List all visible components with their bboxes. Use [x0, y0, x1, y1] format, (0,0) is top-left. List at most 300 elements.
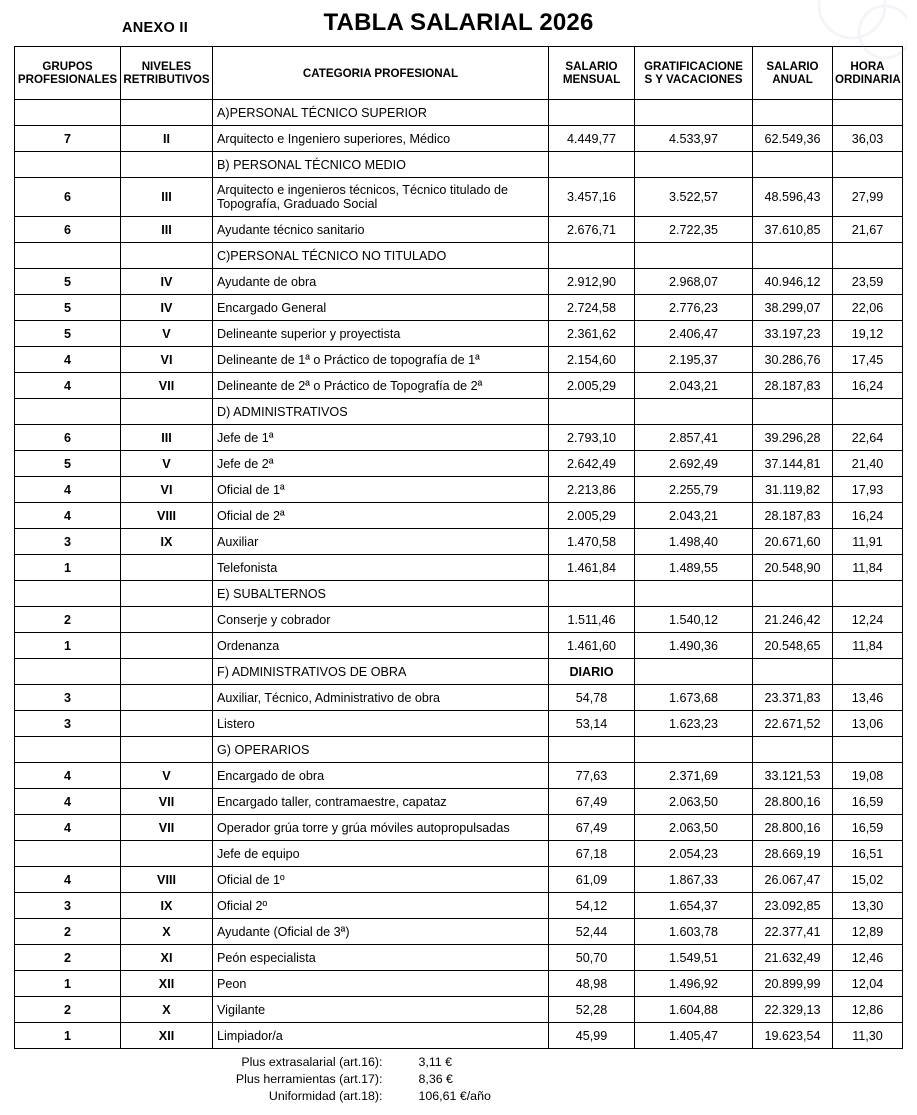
- cell-salario-anual: [753, 399, 833, 425]
- cell-salario-anual: 39.296,28: [753, 425, 833, 451]
- table-row: [15, 152, 903, 178]
- table-row: [15, 399, 903, 425]
- salary-table: [14, 46, 903, 1049]
- cell-hora-ordinaria: 17,93: [833, 477, 903, 503]
- cell-categoria: C)PERSONAL TÉCNICO NO TITULADO: [213, 243, 549, 269]
- cell-hora-ordinaria: [833, 399, 903, 425]
- cell-nivel: [121, 555, 213, 581]
- cell-categoria: Jefe de 2ª: [213, 451, 549, 477]
- cell-salario-mensual: 2.213,86: [549, 477, 635, 503]
- cell-salario-mensual: 52,28: [549, 997, 635, 1023]
- cell-hora-ordinaria: 11,84: [833, 633, 903, 659]
- cell-salario-anual: 31.119,82: [753, 477, 833, 503]
- cell-salario-anual: 28.800,16: [753, 789, 833, 815]
- cell-hora-ordinaria: 12,04: [833, 971, 903, 997]
- column-header-niveles: NIVELES RETRIBUTIVOS: [121, 47, 213, 100]
- table-row: [15, 477, 903, 503]
- annex-label: ANEXO II: [122, 20, 189, 36]
- cell-gratificaciones: 1.604,88: [635, 997, 753, 1023]
- cell-grupo: 2: [15, 997, 121, 1023]
- cell-categoria: Auxiliar, Técnico, Administrativo de obra: [213, 685, 549, 711]
- cell-categoria: Oficial de 2ª: [213, 503, 549, 529]
- cell-gratificaciones: 2.043,21: [635, 373, 753, 399]
- cell-hora-ordinaria: 15,02: [833, 867, 903, 893]
- table-row: [15, 269, 903, 295]
- table-row: [15, 763, 903, 789]
- table-row: [15, 633, 903, 659]
- cell-nivel: VI: [121, 477, 213, 503]
- cell-nivel: [121, 633, 213, 659]
- cell-grupo: 4: [15, 503, 121, 529]
- table-header-row: [15, 47, 903, 100]
- cell-hora-ordinaria: 22,64: [833, 425, 903, 451]
- table-row: [15, 347, 903, 373]
- cell-nivel: [121, 607, 213, 633]
- cell-gratificaciones: 2.054,23: [635, 841, 753, 867]
- cell-hora-ordinaria: 16,59: [833, 815, 903, 841]
- cell-categoria: F) ADMINISTRATIVOS DE OBRA: [213, 659, 549, 685]
- cell-nivel: IV: [121, 295, 213, 321]
- cell-salario-mensual: 54,78: [549, 685, 635, 711]
- cell-nivel: [121, 841, 213, 867]
- cell-categoria: Encargado de obra: [213, 763, 549, 789]
- footnote-value: 8,36 €: [418, 1072, 453, 1086]
- cell-grupo: 6: [15, 217, 121, 243]
- cell-gratificaciones: [635, 243, 753, 269]
- cell-hora-ordinaria: [833, 581, 903, 607]
- cell-nivel: III: [121, 178, 213, 217]
- cell-salario-mensual: [549, 100, 635, 126]
- cell-categoria: Ayudante técnico sanitario: [213, 217, 549, 243]
- cell-salario-mensual: 48,98: [549, 971, 635, 997]
- cell-salario-mensual: 45,99: [549, 1023, 635, 1049]
- table-row: [15, 893, 903, 919]
- cell-salario-anual: 28.800,16: [753, 815, 833, 841]
- cell-categoria: Conserje y cobrador: [213, 607, 549, 633]
- cell-hora-ordinaria: 13,46: [833, 685, 903, 711]
- cell-categoria: Oficial 2º: [213, 893, 549, 919]
- table-row: [15, 841, 903, 867]
- cell-categoria: Delineante de 1ª o Práctico de topografía de 1ª: [213, 347, 549, 373]
- table-row: [15, 295, 903, 321]
- cell-gratificaciones: 2.692,49: [635, 451, 753, 477]
- cell-salario-mensual: 2.361,62: [549, 321, 635, 347]
- cell-grupo: 1: [15, 1023, 121, 1049]
- cell-salario-mensual: 2.724,58: [549, 295, 635, 321]
- cell-salario-mensual: 2.005,29: [549, 373, 635, 399]
- cell-salario-mensual: 2.912,90: [549, 269, 635, 295]
- cell-gratificaciones: 2.255,79: [635, 477, 753, 503]
- cell-gratificaciones: 2.195,37: [635, 347, 753, 373]
- cell-gratificaciones: [635, 659, 753, 685]
- cell-hora-ordinaria: [833, 152, 903, 178]
- table-row: [15, 100, 903, 126]
- cell-gratificaciones: 1.490,36: [635, 633, 753, 659]
- cell-salario-anual: 26.067,47: [753, 867, 833, 893]
- cell-salario-anual: 38.299,07: [753, 295, 833, 321]
- cell-categoria: Arquitecto e ingenieros técnicos, Técnico titulado de Topografía, Graduado Social: [213, 178, 549, 217]
- cell-salario-anual: 20.899,99: [753, 971, 833, 997]
- cell-salario-anual: [753, 737, 833, 763]
- cell-grupo: 5: [15, 451, 121, 477]
- cell-grupo: 4: [15, 477, 121, 503]
- cell-grupo: 2: [15, 607, 121, 633]
- table-row: [15, 373, 903, 399]
- cell-gratificaciones: 2.968,07: [635, 269, 753, 295]
- cell-gratificaciones: 3.522,57: [635, 178, 753, 217]
- cell-gratificaciones: 2.063,50: [635, 815, 753, 841]
- cell-nivel: IX: [121, 893, 213, 919]
- table-row: [15, 243, 903, 269]
- cell-salario-anual: 33.121,53: [753, 763, 833, 789]
- cell-grupo: [15, 841, 121, 867]
- cell-gratificaciones: [635, 581, 753, 607]
- table-row: [15, 425, 903, 451]
- cell-nivel: II: [121, 126, 213, 152]
- cell-grupo: [15, 100, 121, 126]
- cell-salario-anual: [753, 100, 833, 126]
- column-header-categoria: CATEGORIA PROFESIONAL: [213, 47, 549, 100]
- cell-grupo: [15, 152, 121, 178]
- cell-categoria: Encargado taller, contramaestre, capataz: [213, 789, 549, 815]
- table-row: [15, 815, 903, 841]
- table-row: [15, 529, 903, 555]
- cell-gratificaciones: 1.496,92: [635, 971, 753, 997]
- cell-categoria: Delineante superior y proyectista: [213, 321, 549, 347]
- cell-salario-mensual: 2.005,29: [549, 503, 635, 529]
- table-row: [15, 126, 903, 152]
- cell-gratificaciones: 2.857,41: [635, 425, 753, 451]
- cell-nivel: XII: [121, 1023, 213, 1049]
- cell-salario-mensual: 2.154,60: [549, 347, 635, 373]
- cell-salario-anual: 30.286,76: [753, 347, 833, 373]
- cell-gratificaciones: [635, 152, 753, 178]
- cell-grupo: 4: [15, 763, 121, 789]
- cell-salario-anual: [753, 659, 833, 685]
- cell-gratificaciones: 2.043,21: [635, 503, 753, 529]
- cell-categoria: Peon: [213, 971, 549, 997]
- cell-salario-mensual: 53,14: [549, 711, 635, 737]
- cell-grupo: [15, 581, 121, 607]
- cell-grupo: [15, 243, 121, 269]
- table-row: [15, 659, 903, 685]
- cell-salario-mensual: 77,63: [549, 763, 635, 789]
- cell-hora-ordinaria: 27,99: [833, 178, 903, 217]
- cell-categoria: Oficial de 1ª: [213, 477, 549, 503]
- cell-categoria: Operador grúa torre y grúa móviles autopropulsadas: [213, 815, 549, 841]
- cell-grupo: [15, 399, 121, 425]
- cell-grupo: 3: [15, 893, 121, 919]
- cell-hora-ordinaria: 21,40: [833, 451, 903, 477]
- cell-categoria: Auxiliar: [213, 529, 549, 555]
- cell-salario-anual: 33.197,23: [753, 321, 833, 347]
- cell-nivel: VIII: [121, 503, 213, 529]
- cell-salario-anual: 28.187,83: [753, 373, 833, 399]
- cell-gratificaciones: 1.623,23: [635, 711, 753, 737]
- cell-grupo: 4: [15, 347, 121, 373]
- cell-grupo: 3: [15, 711, 121, 737]
- cell-categoria: E) SUBALTERNOS: [213, 581, 549, 607]
- cell-categoria: Delineante de 2ª o Práctico de Topografía de 2ª: [213, 373, 549, 399]
- cell-salario-mensual: 67,49: [549, 789, 635, 815]
- cell-nivel: X: [121, 919, 213, 945]
- cell-hora-ordinaria: 23,59: [833, 269, 903, 295]
- cell-salario-mensual: 1.470,58: [549, 529, 635, 555]
- cell-categoria: Listero: [213, 711, 549, 737]
- cell-grupo: [15, 737, 121, 763]
- footnote-value: 3,11 €: [418, 1055, 453, 1069]
- cell-gratificaciones: 2.722,35: [635, 217, 753, 243]
- cell-hora-ordinaria: 16,24: [833, 373, 903, 399]
- cell-salario-anual: 62.549,36: [753, 126, 833, 152]
- cell-salario-anual: [753, 581, 833, 607]
- cell-hora-ordinaria: 19,12: [833, 321, 903, 347]
- cell-gratificaciones: 4.533,97: [635, 126, 753, 152]
- cell-nivel: III: [121, 425, 213, 451]
- cell-nivel: VIII: [121, 867, 213, 893]
- table-row: [15, 685, 903, 711]
- cell-nivel: [121, 152, 213, 178]
- cell-gratificaciones: [635, 399, 753, 425]
- cell-hora-ordinaria: [833, 100, 903, 126]
- cell-salario-anual: [753, 243, 833, 269]
- cell-hora-ordinaria: 36,03: [833, 126, 903, 152]
- table-row: [15, 217, 903, 243]
- cell-gratificaciones: 1.498,40: [635, 529, 753, 555]
- cell-salario-mensual: 1.461,84: [549, 555, 635, 581]
- cell-categoria: Vigilante: [213, 997, 549, 1023]
- cell-gratificaciones: 2.063,50: [635, 789, 753, 815]
- cell-grupo: 4: [15, 789, 121, 815]
- table-row: [15, 581, 903, 607]
- table-row: [15, 1023, 903, 1049]
- cell-salario-mensual: 2.793,10: [549, 425, 635, 451]
- cell-categoria: Jefe de equipo: [213, 841, 549, 867]
- cell-nivel: [121, 685, 213, 711]
- cell-salario-anual: 37.610,85: [753, 217, 833, 243]
- cell-salario-anual: 48.596,43: [753, 178, 833, 217]
- cell-categoria: Encargado General: [213, 295, 549, 321]
- cell-nivel: VII: [121, 815, 213, 841]
- cell-nivel: V: [121, 451, 213, 477]
- footnotes: [15, 1055, 903, 1115]
- cell-hora-ordinaria: 22,06: [833, 295, 903, 321]
- cell-gratificaciones: 2.776,23: [635, 295, 753, 321]
- cell-salario-anual: [753, 152, 833, 178]
- cell-grupo: 5: [15, 269, 121, 295]
- cell-salario-mensual: 52,44: [549, 919, 635, 945]
- cell-hora-ordinaria: 17,45: [833, 347, 903, 373]
- cell-salario-anual: 23.092,85: [753, 893, 833, 919]
- cell-salario-mensual: 61,09: [549, 867, 635, 893]
- cell-grupo: 1: [15, 971, 121, 997]
- cell-salario-mensual: 50,70: [549, 945, 635, 971]
- cell-hora-ordinaria: [833, 243, 903, 269]
- cell-nivel: III: [121, 217, 213, 243]
- cell-salario-anual: 20.671,60: [753, 529, 833, 555]
- cell-categoria: Jefe de 1ª: [213, 425, 549, 451]
- table-row: [15, 711, 903, 737]
- cell-categoria: Limpiador/a: [213, 1023, 549, 1049]
- cell-gratificaciones: 2.371,69: [635, 763, 753, 789]
- cell-grupo: 4: [15, 815, 121, 841]
- cell-salario-anual: 37.144,81: [753, 451, 833, 477]
- cell-nivel: VII: [121, 373, 213, 399]
- table-row: [15, 789, 903, 815]
- cell-grupo: 4: [15, 373, 121, 399]
- cell-salario-mensual: [549, 399, 635, 425]
- cell-salario-mensual: 4.449,77: [549, 126, 635, 152]
- cell-salario-anual: 20.548,65: [753, 633, 833, 659]
- cell-salario-mensual: [549, 581, 635, 607]
- cell-gratificaciones: 1.489,55: [635, 555, 753, 581]
- cell-categoria: Arquitecto e Ingeniero superiores, Médico: [213, 126, 549, 152]
- cell-hora-ordinaria: 12,86: [833, 997, 903, 1023]
- cell-nivel: XII: [121, 971, 213, 997]
- cell-hora-ordinaria: 16,24: [833, 503, 903, 529]
- cell-nivel: [121, 711, 213, 737]
- cell-nivel: [121, 399, 213, 425]
- cell-salario-mensual: 1.511,46: [549, 607, 635, 633]
- cell-salario-mensual: [549, 737, 635, 763]
- footnote-value: 106,61 €/año: [418, 1089, 491, 1103]
- cell-hora-ordinaria: [833, 659, 903, 685]
- table-row: [15, 178, 903, 217]
- footnote-label: Uniformidad (art.18):: [268, 1089, 383, 1103]
- cell-salario-anual: 20.548,90: [753, 555, 833, 581]
- cell-salario-anual: 22.329,13: [753, 997, 833, 1023]
- cell-gratificaciones: [635, 737, 753, 763]
- table-row: [15, 945, 903, 971]
- cell-grupo: 5: [15, 321, 121, 347]
- cell-categoria: D) ADMINISTRATIVOS: [213, 399, 549, 425]
- cell-categoria: Telefonista: [213, 555, 549, 581]
- cell-gratificaciones: 1.654,37: [635, 893, 753, 919]
- table-row: [15, 867, 903, 893]
- cell-salario-anual: 40.946,12: [753, 269, 833, 295]
- cell-gratificaciones: [635, 100, 753, 126]
- column-header-grupos: GRUPOS PROFESIONALES: [15, 47, 121, 100]
- cell-nivel: IX: [121, 529, 213, 555]
- cell-salario-anual: 23.371,83: [753, 685, 833, 711]
- cell-categoria: Peón especialista: [213, 945, 549, 971]
- cell-hora-ordinaria: 13,30: [833, 893, 903, 919]
- cell-gratificaciones: 1.549,51: [635, 945, 753, 971]
- cell-grupo: 6: [15, 178, 121, 217]
- cell-salario-anual: 22.671,52: [753, 711, 833, 737]
- cell-nivel: [121, 659, 213, 685]
- cell-gratificaciones: 1.867,33: [635, 867, 753, 893]
- cell-grupo: 6: [15, 425, 121, 451]
- table-row: [15, 971, 903, 997]
- footnote-label: Plus extrasalarial (art.16):: [241, 1055, 383, 1069]
- cell-hora-ordinaria: 11,84: [833, 555, 903, 581]
- cell-hora-ordinaria: 19,08: [833, 763, 903, 789]
- cell-hora-ordinaria: 12,89: [833, 919, 903, 945]
- cell-categoria: Ayudante de obra: [213, 269, 549, 295]
- cell-grupo: 3: [15, 685, 121, 711]
- cell-salario-mensual: 54,12: [549, 893, 635, 919]
- cell-salario-anual: 22.377,41: [753, 919, 833, 945]
- cell-grupo: 2: [15, 945, 121, 971]
- cell-grupo: [15, 659, 121, 685]
- cell-nivel: XI: [121, 945, 213, 971]
- cell-nivel: IV: [121, 269, 213, 295]
- cell-categoria: A)PERSONAL TÉCNICO SUPERIOR: [213, 100, 549, 126]
- table-row: [15, 503, 903, 529]
- cell-salario-mensual: 2.676,71: [549, 217, 635, 243]
- page-title: TABLA SALARIAL 2026: [323, 9, 594, 36]
- cell-grupo: 5: [15, 295, 121, 321]
- cell-grupo: 1: [15, 555, 121, 581]
- cell-hora-ordinaria: 11,91: [833, 529, 903, 555]
- table-row: [15, 555, 903, 581]
- cell-salario-mensual: 3.457,16: [549, 178, 635, 217]
- cell-nivel: VI: [121, 347, 213, 373]
- cell-nivel: [121, 737, 213, 763]
- cell-nivel: [121, 100, 213, 126]
- cell-categoria: Oficial de 1º: [213, 867, 549, 893]
- table-row: [15, 997, 903, 1023]
- cell-hora-ordinaria: 21,67: [833, 217, 903, 243]
- cell-categoria: B) PERSONAL TÉCNICO MEDIO: [213, 152, 549, 178]
- cell-grupo: 7: [15, 126, 121, 152]
- cell-categoria: Ayudante (Oficial de 3ª): [213, 919, 549, 945]
- cell-salario-mensual: 1.461,60: [549, 633, 635, 659]
- cell-hora-ordinaria: 12,24: [833, 607, 903, 633]
- cell-salario-anual: 21.246,42: [753, 607, 833, 633]
- footnote-label: Plus herramientas (art.17):: [235, 1072, 383, 1086]
- cell-nivel: X: [121, 997, 213, 1023]
- document-header: [0, 0, 917, 46]
- cell-salario-mensual: [549, 243, 635, 269]
- cell-nivel: V: [121, 321, 213, 347]
- cell-salario-mensual: [549, 152, 635, 178]
- table-row: [15, 737, 903, 763]
- cell-gratificaciones: 1.603,78: [635, 919, 753, 945]
- cell-gratificaciones: 1.540,12: [635, 607, 753, 633]
- table-row: [15, 607, 903, 633]
- cell-nivel: V: [121, 763, 213, 789]
- cell-salario-mensual: DIARIO: [549, 659, 635, 685]
- cell-salario-mensual: 67,18: [549, 841, 635, 867]
- cell-hora-ordinaria: [833, 737, 903, 763]
- column-header-hora-ordinaria: HORA ORDINARIA: [833, 47, 903, 100]
- cell-salario-anual: 19.623,54: [753, 1023, 833, 1049]
- cell-gratificaciones: 1.673,68: [635, 685, 753, 711]
- table-row: [15, 919, 903, 945]
- table-row: [15, 451, 903, 477]
- cell-hora-ordinaria: 16,59: [833, 789, 903, 815]
- cell-gratificaciones: 2.406,47: [635, 321, 753, 347]
- cell-salario-anual: 28.669,19: [753, 841, 833, 867]
- table-row: [15, 321, 903, 347]
- cell-salario-mensual: 2.642,49: [549, 451, 635, 477]
- cell-grupo: 3: [15, 529, 121, 555]
- cell-categoria: Ordenanza: [213, 633, 549, 659]
- cell-nivel: [121, 243, 213, 269]
- column-header-gratificaciones: GRATIFICACIONE S Y VACACIONES: [635, 47, 753, 100]
- cell-hora-ordinaria: 13,06: [833, 711, 903, 737]
- cell-nivel: [121, 581, 213, 607]
- cell-grupo: 2: [15, 919, 121, 945]
- cell-nivel: VII: [121, 789, 213, 815]
- cell-salario-mensual: 67,49: [549, 815, 635, 841]
- table-body: [15, 100, 903, 1049]
- column-header-salario-mensual: SALARIO MENSUAL: [549, 47, 635, 100]
- cell-salario-anual: 21.632,49: [753, 945, 833, 971]
- cell-gratificaciones: 1.405,47: [635, 1023, 753, 1049]
